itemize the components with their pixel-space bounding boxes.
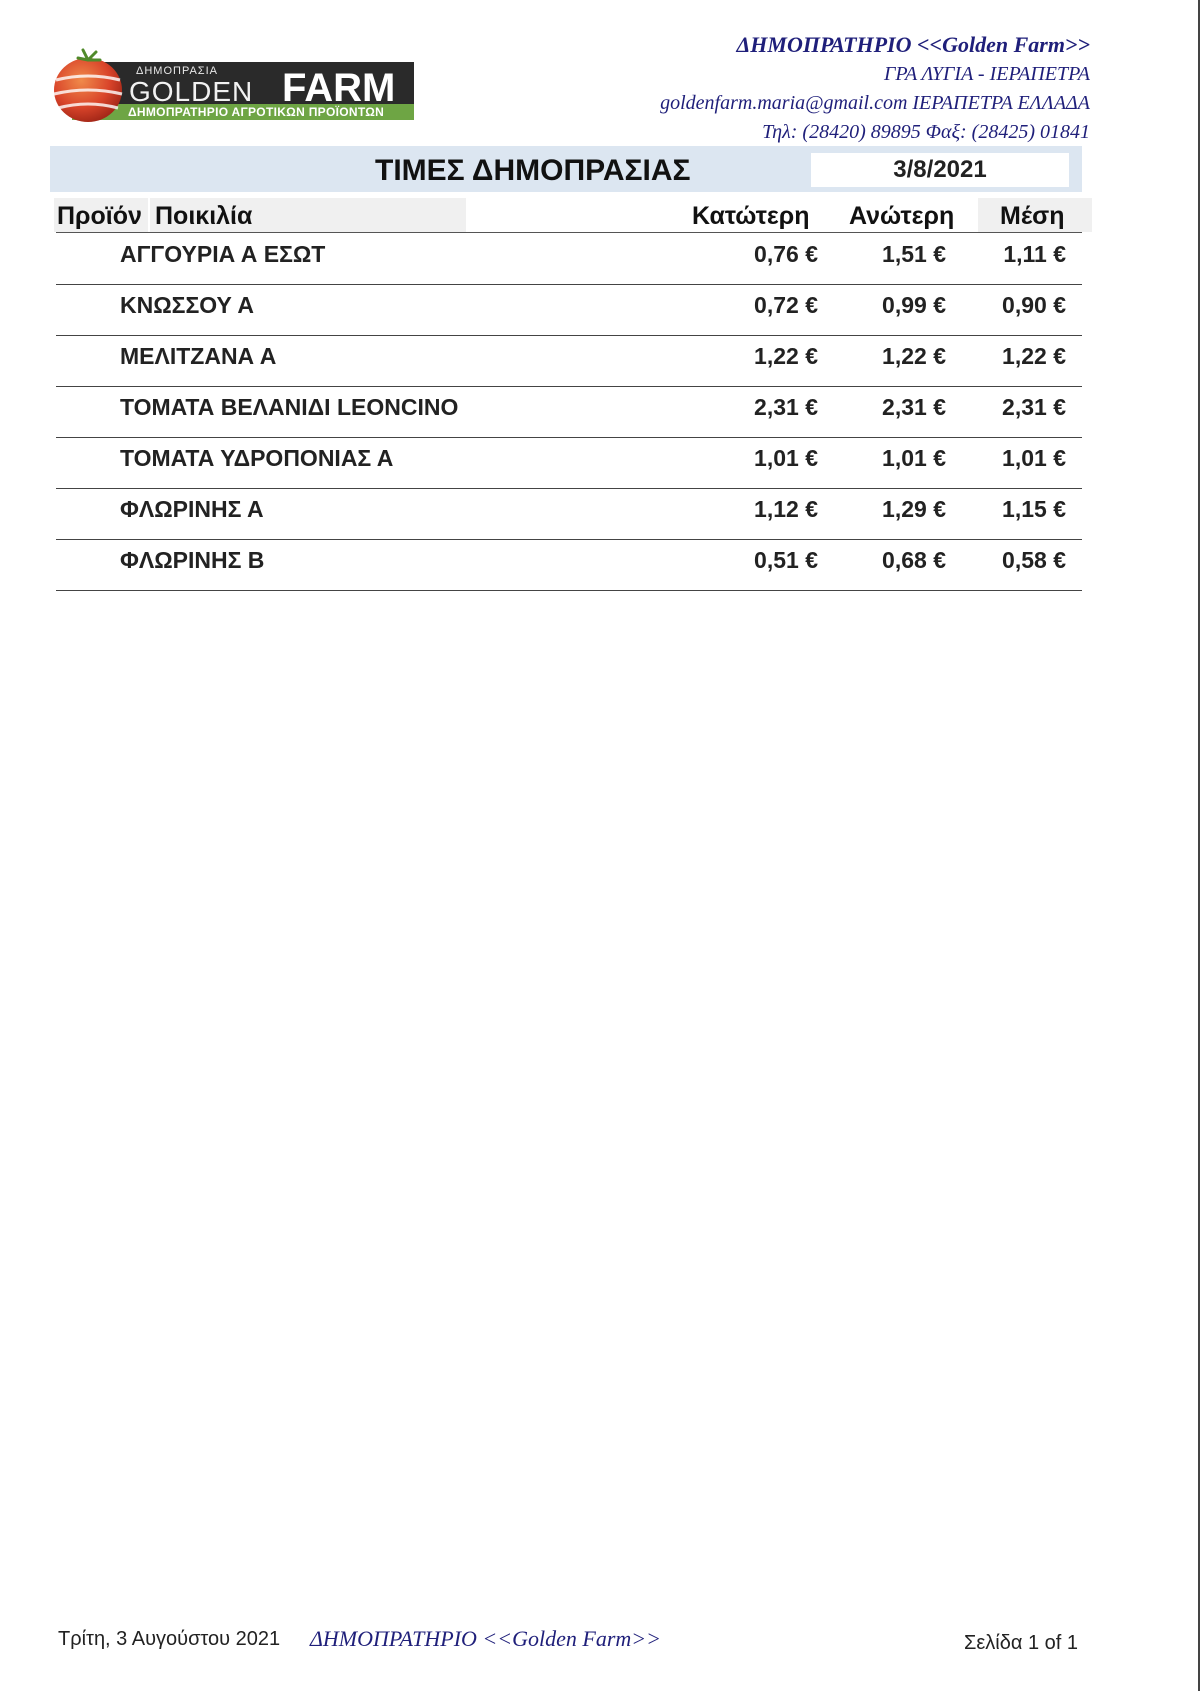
product-name: ΜΕΛΙΤΖΑΝΑ Α [120,343,277,369]
price-high: 2,31 € [882,394,946,420]
price-avg: 1,01 € [1002,445,1066,471]
product-name: ΤΟΜΑΤΑ ΒΕΛΑΝΙΔΙ LEONCINO [120,394,459,420]
logo-small-text: ΔΗΜΟΠΡΑΣΙΑ [136,65,219,77]
price-low: 0,72 € [754,292,818,318]
logo-golden-text: GOLDEN [129,76,254,107]
price-high: 1,51 € [882,241,946,267]
footer-date: Τρίτη, 3 Αυγούστου 2021 [58,1628,281,1650]
golden-farm-logo [50,46,414,124]
footer-page-number: Σελίδα 1 of 1 [963,1632,1078,1654]
table-row [56,335,1082,387]
price-high: 1,29 € [882,496,946,522]
price-low: 2,31 € [754,394,818,420]
table-row [56,386,1082,438]
price-avg: 2,31 € [1002,394,1066,420]
header-high: Ανώτερη [849,202,955,230]
header-product: Προϊόν [57,202,142,230]
price-low: 0,51 € [754,547,818,573]
table-row [56,488,1082,540]
price-high: 0,68 € [882,547,946,573]
price-avg: 1,22 € [1002,343,1066,369]
report-title: ΤΙΜΕΣ ΔΗΜΟΠΡΑΣΙΑΣ [375,154,691,187]
company-header [660,30,1090,147]
table-row [56,284,1082,336]
product-name: ΦΛΩΡΙΝΗΣ Α [120,496,264,522]
product-name: ΤΟΜΑΤΑ ΥΔΡΟΠΟΝΙΑΣ Α [120,445,394,471]
header-avg: Μέση [1000,202,1065,230]
tomato-icon [50,46,126,124]
footer-company: ΔΗΜΟΠΡΑΤΗΡΙΟ <<Golden Farm>> [310,1626,661,1651]
company-address: ΓΡΑ ΛΥΓΙΑ - ΙΕΡΑΠΕΤΡΑ [883,63,1090,85]
price-low: 0,76 € [754,241,818,267]
company-phone-line: Τηλ: (28420) 89895 Φαξ: (28425) 01841 [762,121,1090,143]
logo-subtitle: ΔΗΜΟΠΡΑΤΗΡΙΟ ΑΓΡΟΤΙΚΩΝ ΠΡΟΪΟΝΤΩΝ [128,105,385,119]
product-name: ΚΝΩΣΣΟΥ Α [120,292,255,318]
header-low: Κατώτερη [692,202,810,230]
price-avg: 1,15 € [1002,496,1066,522]
price-high: 1,01 € [882,445,946,471]
table-row [56,539,1082,591]
report-date: 3/8/2021 [893,156,987,183]
product-name: ΑΓΓΟΥΡΙΑ Α ΕΣΩΤ [120,241,326,267]
company-email-line: goldenfarm.maria@gmail.com ΙΕΡΑΠΕΤΡΑ ΕΛΛΑΔΑ [660,92,1090,114]
price-avg: 0,58 € [1002,547,1066,573]
price-low: 1,22 € [754,343,818,369]
table-row [56,437,1082,489]
price-high: 1,22 € [882,343,946,369]
company-name: ΔΗΜΟΠΡΑΤΗΡΙΟ <<Golden Farm>> [736,32,1090,57]
price-low: 1,01 € [754,445,818,471]
product-name: ΦΛΩΡΙΝΗΣ Β [120,547,265,573]
price-high: 0,99 € [882,292,946,318]
price-avg: 1,11 € [1003,241,1066,267]
price-avg: 0,90 € [1002,292,1066,318]
header-variety: Ποικιλία [155,202,253,230]
logo-farm-text: FARM [282,66,396,110]
table-row [56,233,1082,285]
price-low: 1,12 € [754,496,818,522]
